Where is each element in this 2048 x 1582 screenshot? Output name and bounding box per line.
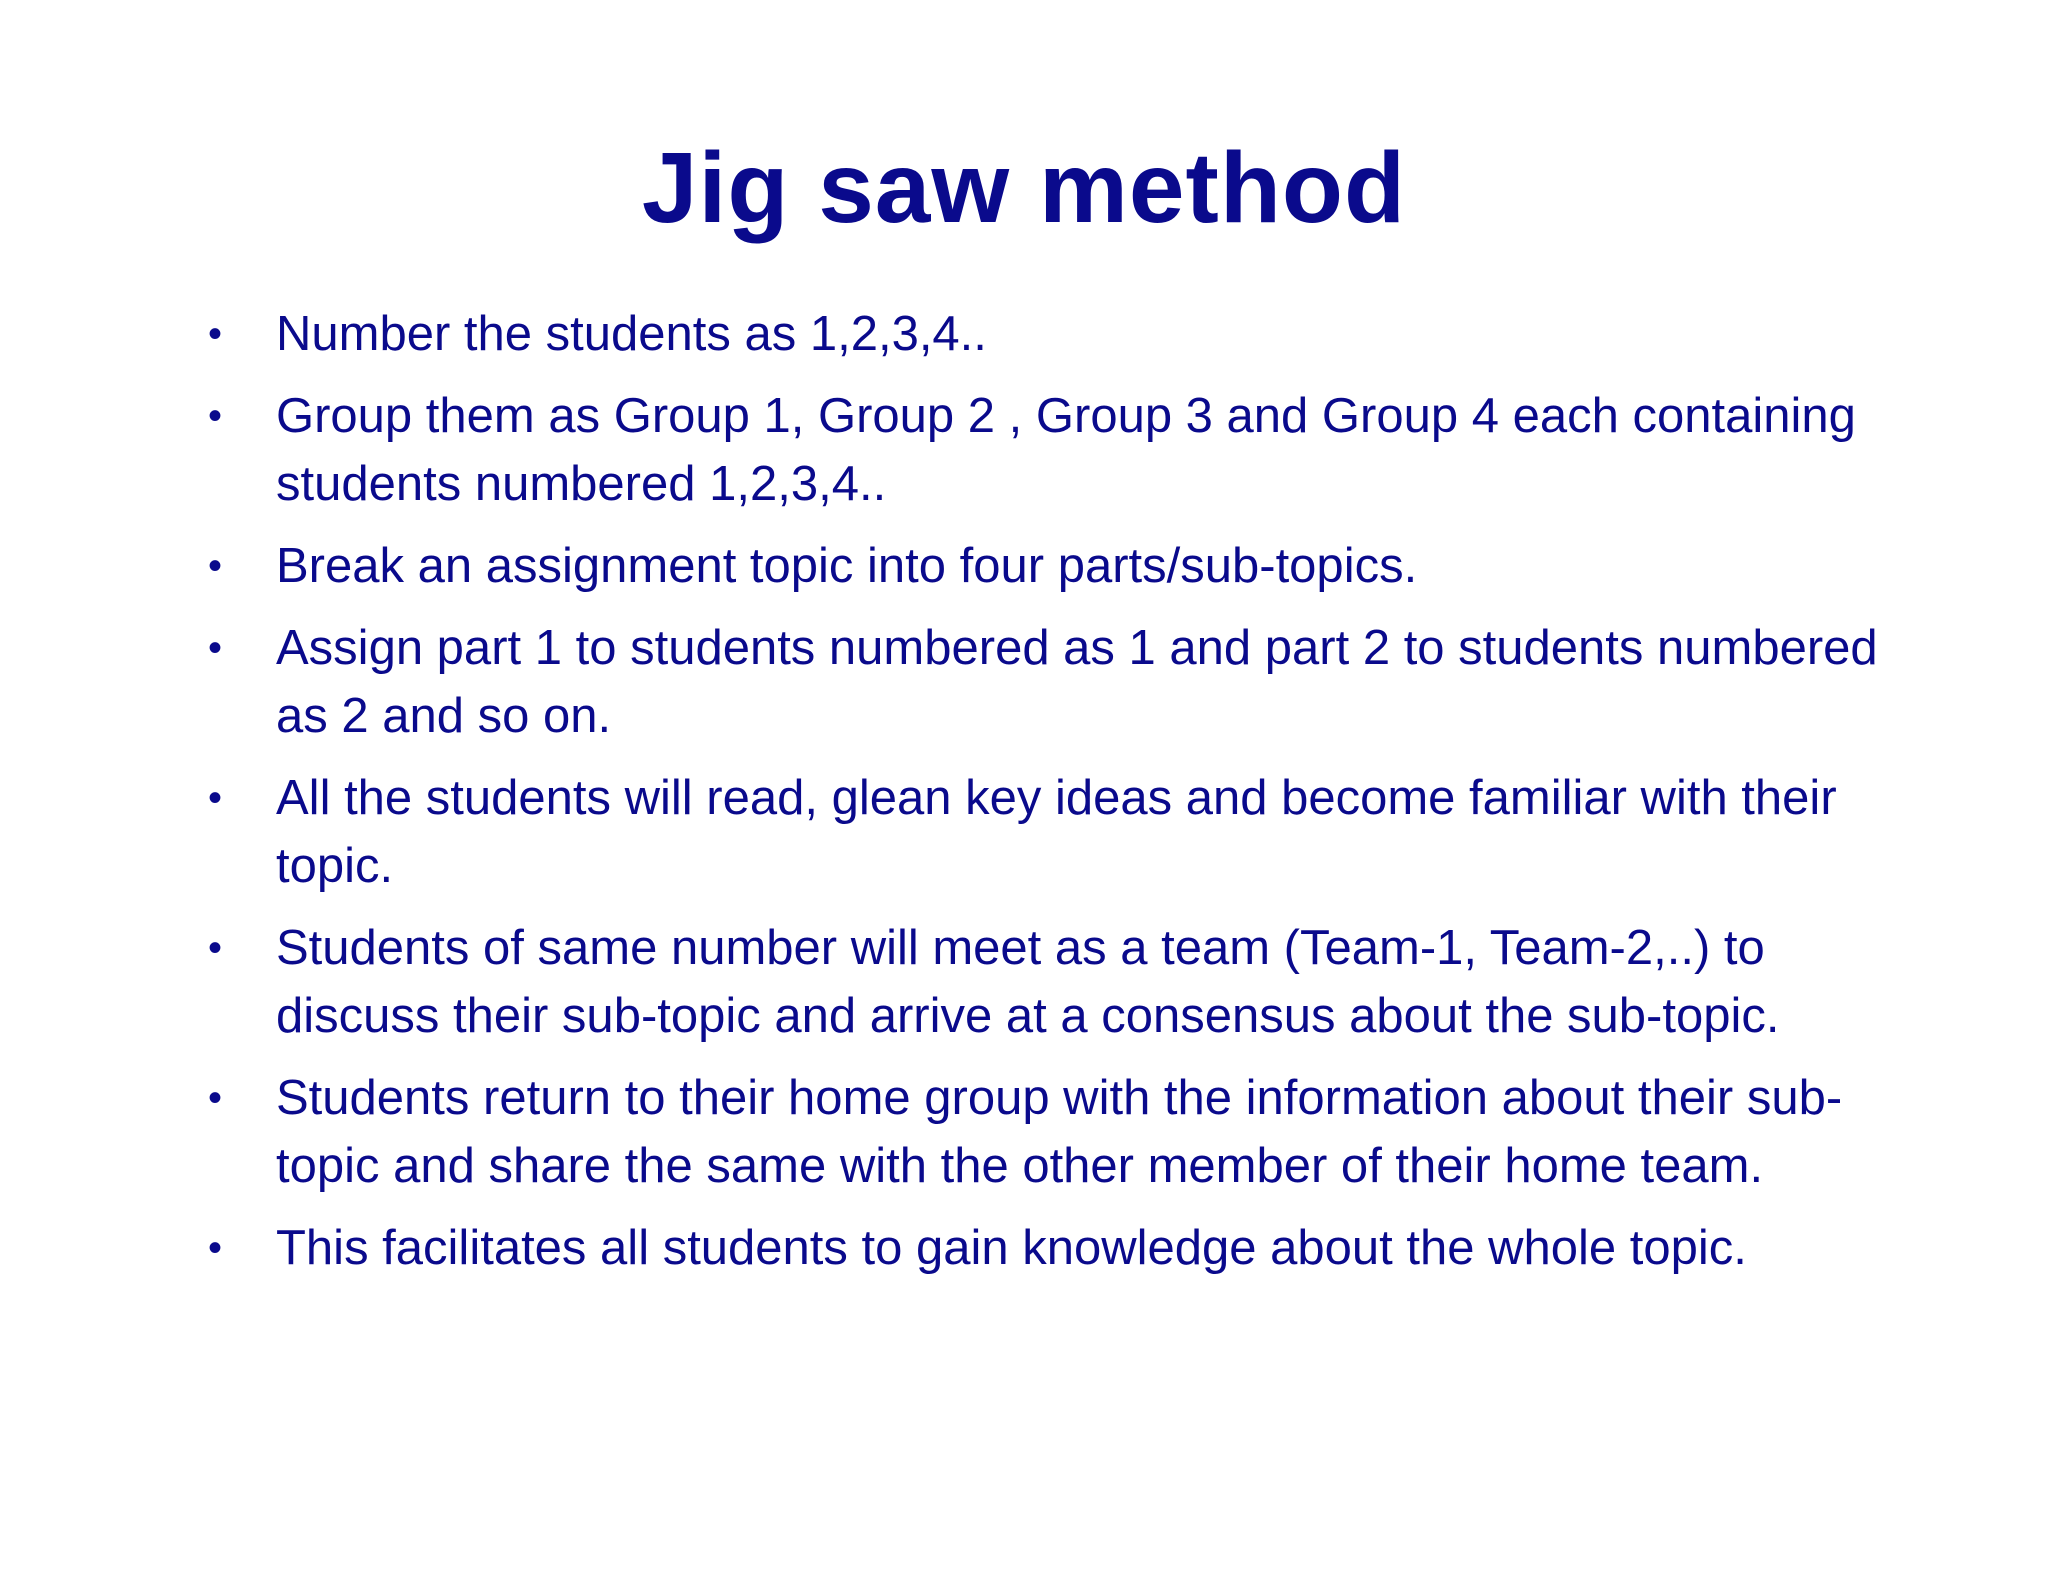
bullet-item bbox=[200, 300, 1900, 368]
bullet-item bbox=[200, 914, 1900, 1050]
bullet-item bbox=[200, 382, 1900, 518]
bullet-icon: • bbox=[207, 776, 222, 820]
bullet-item bbox=[200, 764, 1900, 900]
bullet-icon: • bbox=[207, 312, 222, 356]
bullet-text: Students of same number will meet as a team (Team-1, Team-2,..) to discuss their sub-topic and arrive at a consensus about the sub-topic. bbox=[276, 921, 1780, 1043]
bullet-icon: • bbox=[207, 544, 222, 588]
slide-title: Jig saw method bbox=[641, 132, 1407, 244]
bullet-icon: • bbox=[207, 626, 222, 670]
bullet-icon: • bbox=[207, 926, 222, 970]
bullet-text: Group them as Group 1, Group 2 , Group 3 and Group 4 each containing students numbered 1,2,3,4.. bbox=[276, 389, 1856, 511]
bullet-text: Break an assignment topic into four parts/sub-topics. bbox=[276, 539, 1418, 593]
bullet-item bbox=[200, 1214, 1900, 1282]
bullet-text: Assign part 1 to students numbered as 1 and part 2 to students numbered as 2 and so on. bbox=[276, 621, 1878, 743]
bullet-icon: • bbox=[207, 394, 222, 438]
bullet-text: Number the students as 1,2,3,4.. bbox=[276, 307, 987, 361]
bullet-item bbox=[200, 614, 1900, 750]
bullet-text: All the students will read, glean key ideas and become familiar with their topic. bbox=[276, 771, 1837, 893]
bullet-item bbox=[200, 532, 1900, 600]
bullet-text: Students return to their home group with the information about their sub-topic and share the same with the other member of their home team. bbox=[276, 1071, 1843, 1193]
bullet-item bbox=[200, 1064, 1900, 1200]
bullet-text: This facilitates all students to gain knowledge about the whole topic. bbox=[276, 1221, 1747, 1275]
bullet-icon: • bbox=[207, 1076, 222, 1120]
bullet-icon: • bbox=[207, 1226, 222, 1270]
bullet-list bbox=[200, 300, 1900, 1296]
